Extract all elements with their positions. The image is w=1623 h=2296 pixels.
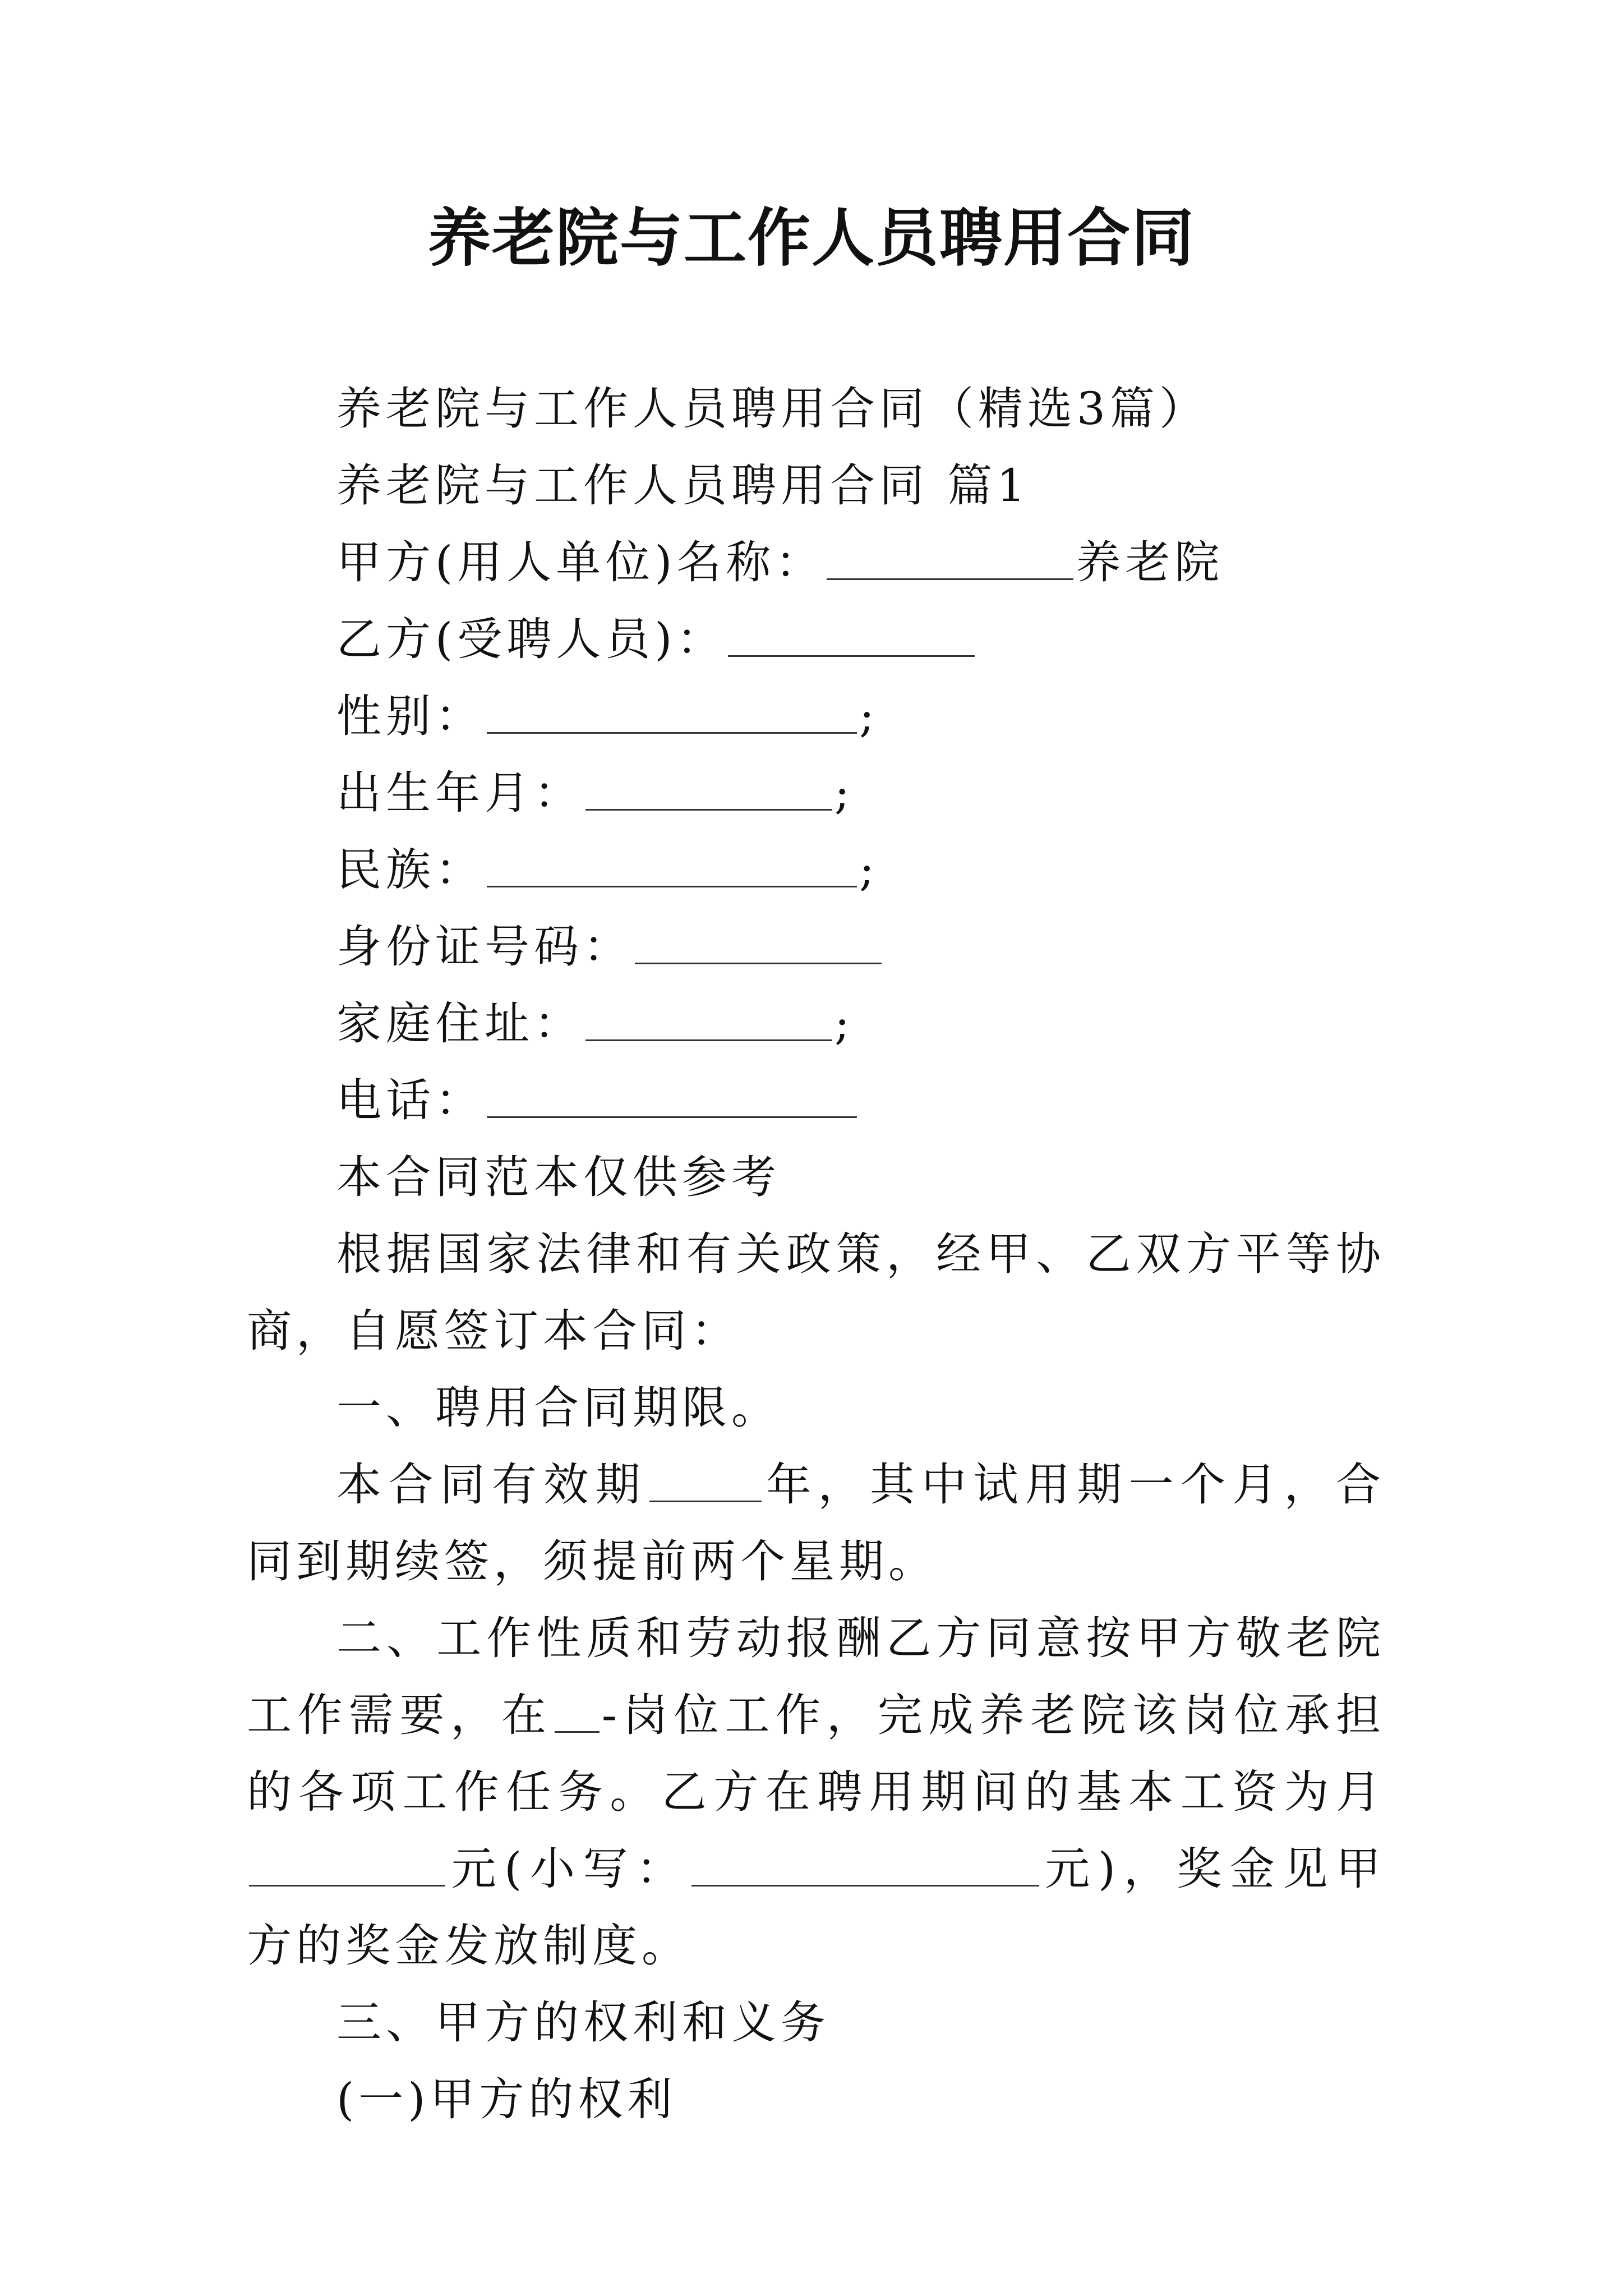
ethnicity-blank bbox=[487, 846, 857, 887]
clause-2-text-a: 二、工作性质和劳动报酬乙方同意按甲方敬老院工作需要，在 bbox=[247, 1612, 1385, 1741]
term-years-blank bbox=[649, 1461, 762, 1502]
birth-end: ; bbox=[834, 767, 854, 819]
party-b-blank bbox=[728, 616, 975, 657]
clause-1-heading: 一、聘用合同期限。 bbox=[336, 1382, 781, 1434]
address-line bbox=[247, 985, 1385, 1062]
gender-end: ; bbox=[859, 690, 879, 742]
section-heading: 养老院与工作人员聘用合同 篇1 bbox=[336, 459, 1030, 512]
birth-line bbox=[247, 754, 1385, 831]
address-label: 家庭住址： bbox=[336, 997, 583, 1050]
intro-paragraph: 根据国家法律和有关政策，经甲、乙双方平等协商，自愿签订本合同： bbox=[247, 1228, 1385, 1357]
clause-2-text-b: -岗位工作，完成养老院该岗位承担的各项工作任务。乙方在聘用期间的基本工资为月 bbox=[247, 1689, 1386, 1818]
position-blank bbox=[555, 1692, 600, 1733]
clause-2-text-d: 元)，奖金见甲方的奖金发放制度。 bbox=[247, 1843, 1385, 1972]
party-a-suffix: 养老院 bbox=[1076, 536, 1224, 588]
ethnicity-end: ; bbox=[859, 844, 879, 896]
address-end: ; bbox=[834, 997, 854, 1050]
id-blank bbox=[635, 923, 882, 964]
document-body bbox=[247, 370, 1385, 2138]
birth-label: 出生年月： bbox=[336, 767, 583, 819]
phone-blank bbox=[487, 1077, 857, 1118]
clause-1-text-b: 年，其中试用期一个月，合同到期续签，须提前两个星期。 bbox=[247, 1458, 1385, 1588]
birth-blank bbox=[585, 770, 832, 811]
gender-line bbox=[247, 678, 1385, 754]
reference-note: 本合同范本仅供参考 bbox=[336, 1151, 781, 1203]
clause-3-heading: 三、甲方的权利和义务 bbox=[336, 1996, 830, 2049]
clause-2-paragraph bbox=[247, 1600, 1385, 1984]
phone-label: 电话： bbox=[336, 1074, 485, 1126]
party-b-label: 乙方(受聘人员)： bbox=[336, 613, 726, 665]
clause-1-paragraph bbox=[247, 1446, 1385, 1600]
id-label: 身份证号码： bbox=[336, 921, 633, 973]
gender-label: 性别： bbox=[336, 690, 485, 742]
document-title: 养老院与工作人员聘用合同 bbox=[428, 201, 1195, 275]
salary-blank bbox=[249, 1846, 445, 1887]
phone-line bbox=[247, 1062, 1385, 1139]
party-a-blank bbox=[827, 539, 1073, 580]
salary-lower-blank bbox=[691, 1846, 1039, 1887]
address-blank bbox=[585, 1000, 832, 1041]
clause-1-text-a: 本合同有效期 bbox=[336, 1458, 647, 1511]
document-subtitle: 养老院与工作人员聘用合同（精选3篇） bbox=[336, 383, 1209, 435]
id-line bbox=[247, 908, 1385, 985]
clause-2-text-c: 元(小写： bbox=[448, 1843, 689, 1895]
party-b-line bbox=[247, 601, 1385, 678]
ethnicity-line bbox=[247, 831, 1385, 908]
gender-blank bbox=[487, 693, 857, 734]
party-a-label: 甲方(用人单位)名称： bbox=[336, 536, 825, 588]
party-a-line bbox=[247, 524, 1385, 601]
clause-3-subheading: (一)甲方的权利 bbox=[336, 2073, 677, 2125]
ethnicity-label: 民族： bbox=[336, 844, 485, 896]
